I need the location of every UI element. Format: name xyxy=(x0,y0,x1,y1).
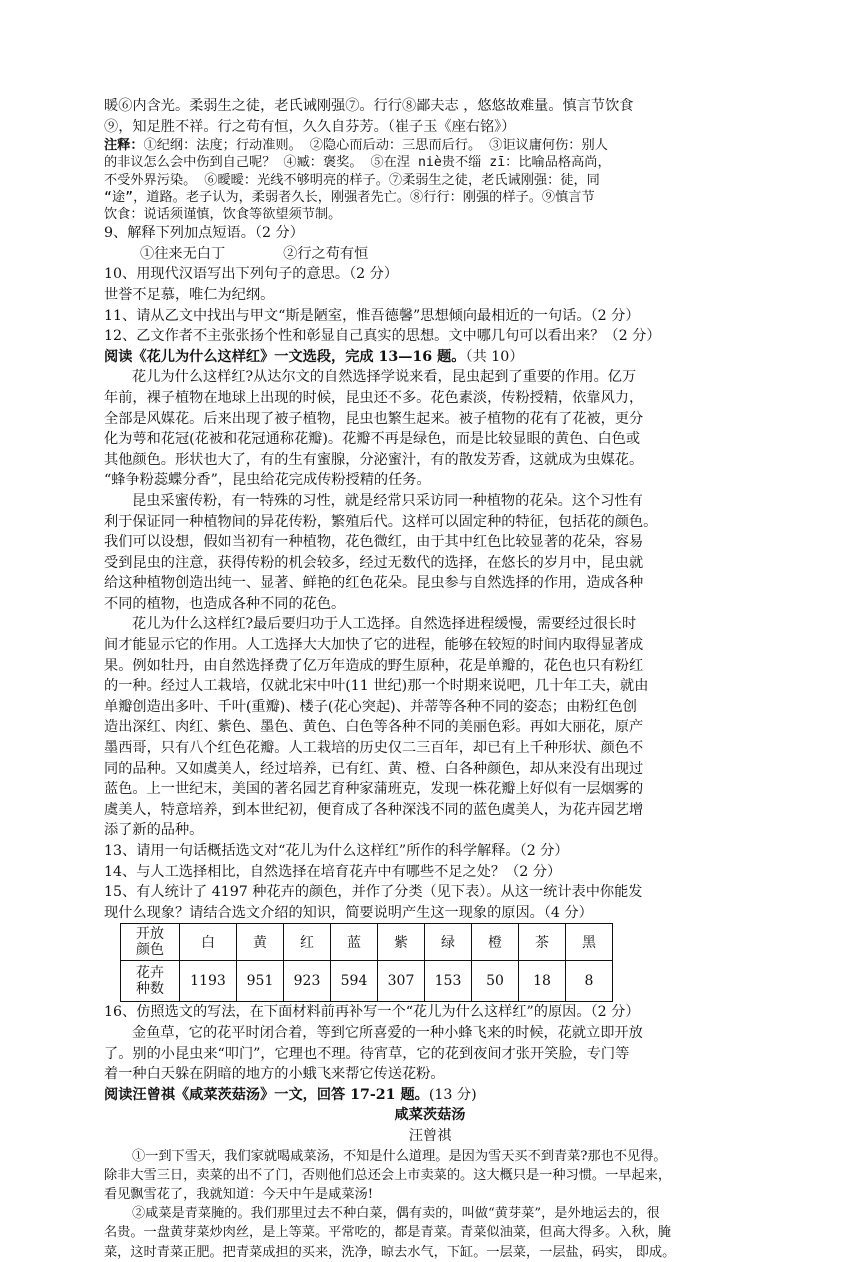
table-cell: 18 xyxy=(519,961,566,1002)
table-cell: 白 xyxy=(180,924,237,961)
paragraph-line: 不同的植物，也造成各种不同的花色。 xyxy=(104,595,346,612)
paragraph-line: 利于保证同一种植物间的异花传粉，繁殖后代。这样可以固定种的特征，包括花的颜色。 xyxy=(104,513,658,530)
question-14: 14、与人工选择相比，自然选择在培育花卉中有哪些不足之处？（2 分） xyxy=(104,863,562,880)
paragraph-line: 菜，这时青菜正肥。把青菜成担的买来，洗净，晾去水气，下缸。一层菜，一层盐，码实， 即成。 xyxy=(104,1244,676,1260)
paragraph-line: 化为萼和花冠(花被和花冠通称花瓣)。花瓣不再是绿色，而是比较显眼的黄色、白色或 xyxy=(104,431,641,448)
notes-line: 的非议怎么会中伤到自己呢？ ④臧：褒奖。 ⑤在涅 niè贵不缁 zī：比喻品格高尚， xyxy=(104,155,611,171)
q16-material-line: 了。别的小昆虫来“叩门”，它理也不理。待宵草，它的花到夜间才张开笑脸，专门等 xyxy=(104,1045,630,1062)
table-cell: 紫 xyxy=(378,924,425,961)
question-9-items xyxy=(104,244,756,265)
table-cell: 橙 xyxy=(472,924,519,961)
paragraph-line: 墨西哥，只有八个红色花瓣。人工栽培的历史仅二三百年，却已有上千种形状、颜色不 xyxy=(104,740,644,757)
question-16: 16、仿照选文的写法，在下面材料前再补写一个“花儿为什么这样红”的原因。（2 分） xyxy=(104,1004,640,1021)
notes-label: 注释： xyxy=(104,138,144,154)
soup-heading-text: 阅读汪曾祺《咸菜茨菇汤》一文，回答 17-21 题。 xyxy=(104,1086,429,1103)
table-cell: 1193 xyxy=(180,961,237,1002)
header-text: 开放 xyxy=(136,926,164,943)
table-cell: 153 xyxy=(425,961,472,1002)
paragraph-line: 蓝色。上一世纪末，美国的著名园艺育种家蒲班克，发现一株花瓣上好似有一层烟雾的 xyxy=(104,781,644,798)
table-row-colors xyxy=(121,924,613,961)
paragraph-line: 的一种。经过人工栽培，仅就北宋中叶(11 世纪)那一个时期来说吧，几十年工夫，就由 xyxy=(104,678,649,695)
notes-text: ①纪纲：法度；行动准则。 ②隐心而后动：三思而后行。 ③讵议庸何伤：别人 xyxy=(143,138,608,154)
soup-paragraph-2 xyxy=(104,1204,756,1262)
paragraph-line: 昆虫采蜜传粉，有一特殊的习性，就是经常只采访同一种植物的花朵。这个习性有 xyxy=(132,492,643,509)
paragraph-line: “蜂争粉蕊蝶分香”，昆虫给花完成传粉授精的任务。 xyxy=(104,472,431,489)
header-text: 颜色 xyxy=(136,942,164,959)
paragraph-line: 其他颜色。形状也大了，有的生有蜜腺，分泌蜜汁，有的散发芳香，这就成为虫媒花。 xyxy=(104,451,644,468)
paragraph-line: 花儿为什么这样红?从达尔文的自然选择学说来看，昆虫起到了重要的作用。亿万 xyxy=(132,369,637,386)
question-9: 9、解释下列加点短语。（2 分） xyxy=(104,225,304,242)
flower-heading-points: （共 10） xyxy=(465,348,524,365)
yi-text-line: ⑨，知足胜不祥。行之苟有恒，久久自芬芳。（崔子玉《座右铭》） xyxy=(104,118,516,135)
table-header-cell xyxy=(121,924,180,961)
table-cell: 蓝 xyxy=(331,924,378,961)
table-cell: 黑 xyxy=(566,924,613,961)
paragraph-line: 名贵。一盘黄芽菜炒肉丝，是上等菜。平常吃的，都是青菜。青菜似油菜，但高大得多。入秋，腌 xyxy=(104,1225,672,1241)
notes-line: 不受外界污染。 ⑥曖曖：光线不够明亮的样子。⑦柔弱生之徒，老氏诫刚强：徒，同 xyxy=(104,172,600,188)
paragraph-line: 花儿为什么这样红?最后要归功于人工选择。自然选择进程缓慢，需要经过很长时 xyxy=(132,616,637,633)
paragraph-line: ①一到下雪天，我们家就喝咸菜汤，不知是什么道理。是因为雪天买不到青菜?那也不见得。 xyxy=(132,1148,667,1164)
question-13: 13、请用一句话概括选文对“花儿为什么这样红”所作的科学解释。（2 分） xyxy=(104,843,569,860)
flower-paragraph-3 xyxy=(104,614,756,841)
question-11: 11、请从乙文中找出与甲文“斯是陋室，惟吾德馨”思想倾向最相近的一句话。（2 分） xyxy=(104,307,640,324)
paragraph-line: ②咸菜是青菜腌的。我们那里过去不种白菜，偶有卖的，叫做“黄芽菜”，是外地运去的，很 xyxy=(132,1206,660,1222)
question-10: 10、用现代汉语写出下列句子的意思。（2 分） xyxy=(104,266,399,283)
flower-color-table xyxy=(120,923,613,1002)
soup-heading-points: (13 分) xyxy=(428,1086,477,1103)
notes-line: “途”，道路。老子认为，柔弱者久长，刚强者先亡。⑧行行：刚强的样子。⑨慎言节 xyxy=(104,189,595,205)
paragraph-line: 看见飘雪花了，我就知道：今天中午是咸菜汤! xyxy=(104,1186,374,1202)
flower-paragraph-2 xyxy=(104,491,756,615)
flower-section-heading xyxy=(104,347,756,368)
table-cell: 绿 xyxy=(425,924,472,961)
paragraph-line: 单瓣创造出多叶、千叶(重瓣)、楼子(花心突起)、并蒂等各种不同的姿态；由粉红色创 xyxy=(104,698,637,715)
paragraph-line: 造出深红、肉红、紫色、墨色、黄色、白色等各种不同的美丽色彩。再如大丽花，原产 xyxy=(104,719,644,736)
soup-paragraph-1 xyxy=(104,1147,756,1205)
soup-section-heading xyxy=(104,1085,756,1106)
notes-line xyxy=(104,137,756,154)
table-cell: 594 xyxy=(331,961,378,1002)
question-10-sentence: 世誉不足慕，唯仁为纪纲。 xyxy=(104,286,275,303)
q9-item-b: ②行之苟有恒 xyxy=(283,245,369,262)
paragraph-line: 除非大雪三日，卖菜的出不了门，否则他们总还会上市卖菜的。这大概只是一种习惯。一早起来， xyxy=(104,1167,672,1183)
exam-page xyxy=(104,96,756,1262)
yi-text-line: 暖⑥内含光。柔弱生之徒，老氏诫刚强⑦。行行⑧鄙夫志 ，悠悠故难量。慎言节饮食 xyxy=(104,98,634,114)
header-text: 种数 xyxy=(136,981,164,998)
q9-item-a: ①往来无白丁 xyxy=(140,245,226,262)
question-15: 15、有人统计了 4197 种花卉的颜色，并作了分类（见下表）。从这一统计表中你能发 xyxy=(104,884,643,901)
table-cell: 307 xyxy=(378,961,425,1002)
table-row-counts xyxy=(121,961,613,1002)
flower-paragraph-1 xyxy=(104,367,756,491)
paragraph-line: 全部是风媒花。后来出现了被子植物，昆虫也繁生起来。被子植物的花有了花被，更分 xyxy=(104,410,644,427)
paragraph-line: 果。例如牡丹，由自然选择费了亿万年造成的野生原种，花是单瓣的，花色也只有粉红 xyxy=(104,657,644,674)
paragraph-line: 间才能显示它的作用。人工选择大大加快了它的进程，能够在较短的时间内取得显著成 xyxy=(104,637,644,654)
paragraph-line: 添了新的品种。 xyxy=(104,822,204,839)
question-15-cont: 现什么现象？请结合选文介绍的知识，简要说明产生这一现象的原因。（4 分） xyxy=(104,904,593,921)
paragraph-line: 年前，裸子植物在地球上出现的时候，昆虫还不多。花色素淡，传粉授精，依靠风力， xyxy=(104,389,644,406)
table-cell: 红 xyxy=(284,924,331,961)
table-cell: 951 xyxy=(237,961,284,1002)
header-text: 花卉 xyxy=(136,965,164,982)
table-cell: 923 xyxy=(284,961,331,1002)
paragraph-line: 虞美人，特意培养，到本世纪初，便育成了各种深浅不同的蓝色虞美人，为花卉园艺增 xyxy=(104,801,644,818)
notes-line: 饮食：说话须谨慎，饮食等欲望须节制。 xyxy=(104,207,342,222)
paragraph-line: 我们可以设想，假如当初有一种植物，花色微红，由于其中红色比较显著的花朵，容易 xyxy=(104,534,644,551)
article-author: 汪曾祺 xyxy=(408,1127,452,1144)
question-12: 12、乙文作者不主张张扬个性和彰显自己真实的思想。文中哪几句可以看出来？（2 分） xyxy=(104,328,661,345)
paragraph-line: 受到昆虫的注意，获得传粉的机会较多，经过无数代的选择，在悠长的岁月中，昆虫就 xyxy=(104,554,644,571)
table-cell: 茶 xyxy=(519,924,566,961)
table-cell: 50 xyxy=(472,961,519,1002)
table-header-cell xyxy=(121,961,180,1002)
paragraph-line: 同的品种。又如虞美人，经过培养，已有红、黄、橙、白各种颜色，却从来没有出现过 xyxy=(104,760,644,777)
table-cell: 8 xyxy=(566,961,613,1002)
q16-material-line: 着一种白天躲在阴暗的地方的小蛾飞来帮它传送花粉。 xyxy=(104,1066,445,1083)
article-title: 咸菜茨菇汤 xyxy=(394,1107,466,1124)
table-cell: 黄 xyxy=(237,924,284,961)
flower-heading-text: 阅读《花儿为什么这样红》一文选段，完成 13—16 题。 xyxy=(104,348,466,365)
paragraph-line: 给这种植物创造出纯一、显著、鲜艳的红色花朵。昆虫参与自然选择的作用，造成各种 xyxy=(104,575,644,592)
q16-material-line: 金鱼草，它的花平时闭合着，等到它所喜爱的一种小蜂飞来的时候，花就立即开放 xyxy=(132,1024,643,1041)
